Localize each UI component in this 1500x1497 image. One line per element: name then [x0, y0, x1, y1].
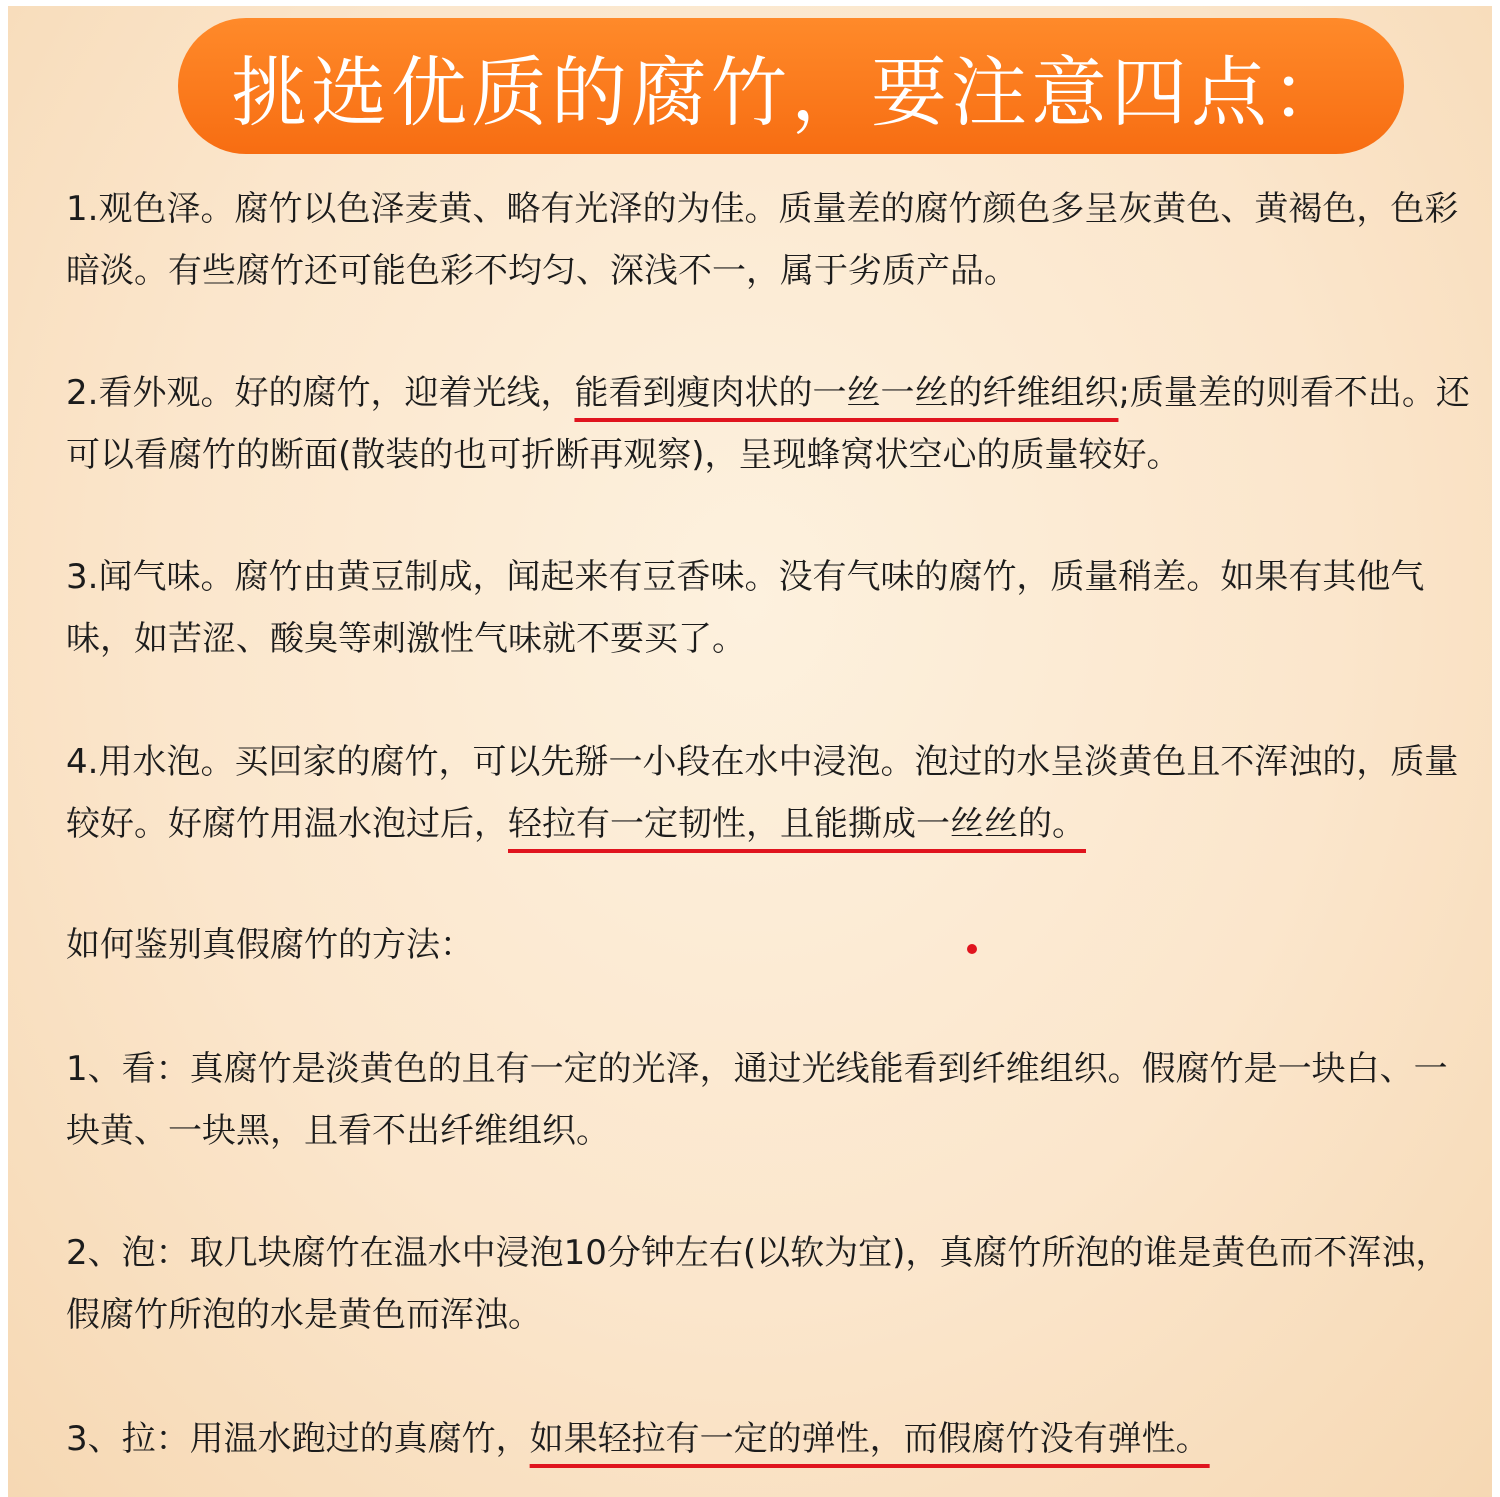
point-3-text: 3.闻气味。腐竹由黄豆制成，闻起来有豆香味。没有气味的腐竹，质量稍差。如果有其他气味，如苦涩、酸臭等刺激性气味就不要买了。 — [66, 557, 1425, 659]
point-1-text: 1.观色泽。腐竹以色泽麦黄、略有光泽的为佳。质量差的腐竹颜色多呈灰黄色、黄褐色，色彩暗淡。有些腐竹还可能色彩不均匀、深浅不一，属于劣质产品。 — [66, 189, 1459, 291]
point-1-color — [66, 178, 1476, 302]
point-2-text-before: 2.看外观。好的腐竹，迎着光线， — [66, 373, 575, 413]
page-title: 挑选优质的腐竹，要注意四点： — [231, 47, 1351, 137]
method-1-text: 1、看：真腐竹是淡黄色的且有一定的光泽，通过光线能看到纤维组织。假腐竹是一块白、一块黄、一块黑，且看不出纤维组织。 — [66, 1049, 1448, 1151]
point-3-smell — [66, 546, 1476, 670]
point-4-text-before: 4.用水泡。买回家的腐竹，可以先掰一小段在水中浸泡。泡过的水呈淡黄色且不浑浊的，质量较好。好腐竹用温水泡过后， — [66, 742, 1459, 844]
method-3-text-before: 3、拉：用温水跑过的真腐竹， — [66, 1419, 530, 1459]
method-3-pull — [66, 1408, 1476, 1470]
top-border — [0, 0, 1500, 6]
point-4-highlight: 轻拉有一定韧性，且能撕成一丝丝的。 — [508, 804, 1086, 844]
point-4-soak — [66, 731, 1476, 855]
point-2-highlight: 能看到瘦肉状的一丝一丝的纤维组织 — [574, 373, 1119, 413]
left-border — [0, 0, 8, 1497]
method-2-text: 2、泡：取几块腐竹在温水中浸泡10分钟左右(以软为宜)，真腐竹所泡的谁是黄色而不浑浊，假腐竹所泡的水是黄色而浑浊。 — [66, 1233, 1450, 1335]
point-2-text-after: ;质量差的则看不出。还可以看腐竹的断面(散装的也可折断再观察)，呈现蜂窝状空心的质量较好。 — [66, 373, 1470, 475]
method-2-soak — [66, 1222, 1476, 1346]
method-heading — [66, 914, 1476, 976]
point-2-appearance — [66, 362, 1476, 486]
red-dot-mark — [967, 944, 977, 954]
title-banner — [178, 18, 1404, 154]
method-heading-text: 如何鉴别真假腐竹的方法： — [66, 925, 474, 965]
method-3-highlight: 如果轻拉有一定的弹性，而假腐竹没有弹性。 — [529, 1419, 1210, 1459]
method-1-look — [66, 1038, 1476, 1162]
right-border — [1492, 0, 1500, 1497]
